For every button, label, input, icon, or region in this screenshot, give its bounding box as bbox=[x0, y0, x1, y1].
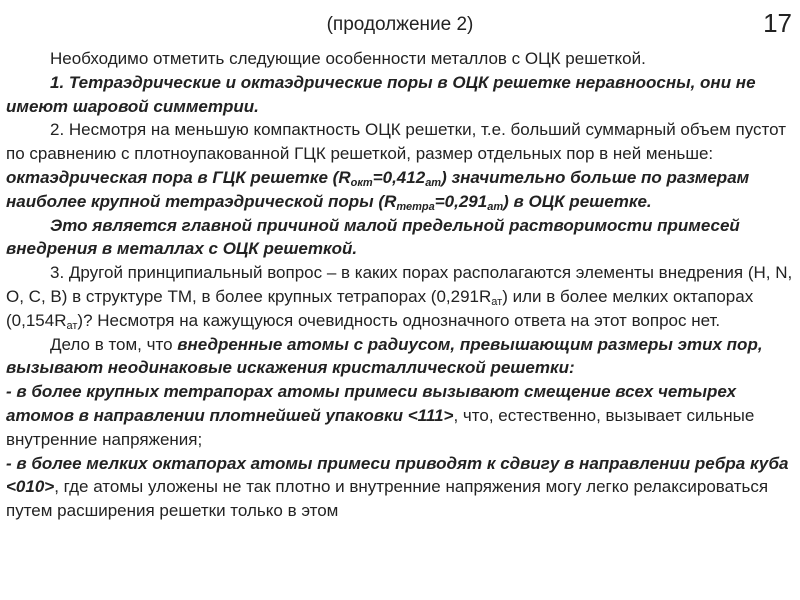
pore-text-b: =0,412 bbox=[372, 167, 426, 187]
point-1-paragraph: 1. Тетраэдрические и октаэдрические поры в ОЦК решетке неравноосны, они не имеют шаровой симметрии. bbox=[6, 72, 756, 116]
pore-text-c: ) значительно больше по размерам наиболее крупной тетраэдрической поры (R bbox=[6, 167, 750, 211]
pore-subscript-at-1: ат bbox=[425, 176, 442, 189]
octapore-bullet-bold: - в более мелких октапорах атомы примеси приводят к сдвигу в направлении ребра куба <010> bbox=[6, 453, 789, 497]
point-3-subscript-1: ат bbox=[491, 295, 503, 308]
pore-subscript-at-2: ат bbox=[487, 200, 504, 213]
main-reason-paragraph: Это является главной причиной малой предельной растворимости примесей внедрения в металлах с ОЦК решеткой. bbox=[6, 215, 740, 259]
intro-paragraph: Необходимо отметить следующие особенности металлов с ОЦК решеткой. bbox=[50, 49, 646, 68]
pore-subscript-okt: окт bbox=[350, 176, 373, 189]
slide-title: (продолжение 2) bbox=[326, 14, 474, 35]
page-number: 17 bbox=[763, 8, 792, 38]
point-3-paragraph bbox=[6, 261, 796, 332]
slide-body bbox=[6, 47, 796, 523]
distortion-text-bold: внедренные атомы с радиусом, превышающим размеры этих пор, вызывают неодинаковые искажения кристаллической решетки: bbox=[6, 334, 763, 378]
point-3-text-c: )? Несмотря на кажущуюся очевидность однозначного ответа на этот вопрос нет. bbox=[77, 310, 721, 330]
distortion-paragraph bbox=[6, 333, 796, 381]
tetrapore-bullet bbox=[6, 380, 796, 451]
point-3-subscript-2: ат bbox=[66, 319, 78, 332]
pore-subscript-tetra: тетра bbox=[396, 200, 435, 213]
point-3-text-a: 3. Другой принципиальный вопрос – в каких порах располагаются элементы внедрения (H, N, O, C, B) в структуре ТМ, в более крупных тетрапорах (0,291R bbox=[6, 263, 793, 306]
octapore-bullet-text: , где атомы уложены не так плотно и внутренние напряжения могу легко релаксироваться путем расширения решетки только в этом bbox=[6, 477, 769, 521]
pore-text-e: ) в ОЦК решетке. bbox=[503, 191, 652, 211]
octapore-bullet bbox=[6, 452, 796, 523]
point-3-text-b: ) или в более мелких октапорах (0,154R bbox=[6, 286, 754, 330]
distortion-text-a: Дело в том, что bbox=[50, 334, 178, 354]
pore-text-a: октаэдрическая пора в ГЦК решетке (R bbox=[6, 167, 351, 187]
point-2-paragraph: 2. Несмотря на меньшую компактность ОЦК решетки, т.е. больший суммарный объем пустот по сравнению с плотноупакованной ГЦК решеткой, размер отдельных пор в ней меньше: bbox=[6, 120, 787, 164]
octahedral-pore-paragraph bbox=[6, 166, 796, 214]
pore-text-d: =0,291 bbox=[434, 191, 488, 211]
tetrapore-bullet-bold: - в более крупных тетрапорах атомы примеси вызывают смещение всех четырех атомов в направлении плотнейшей упаковки <111> bbox=[6, 382, 737, 425]
tetrapore-bullet-text: , что, естественно, вызывает сильные внутренние напряжения; bbox=[6, 405, 755, 449]
